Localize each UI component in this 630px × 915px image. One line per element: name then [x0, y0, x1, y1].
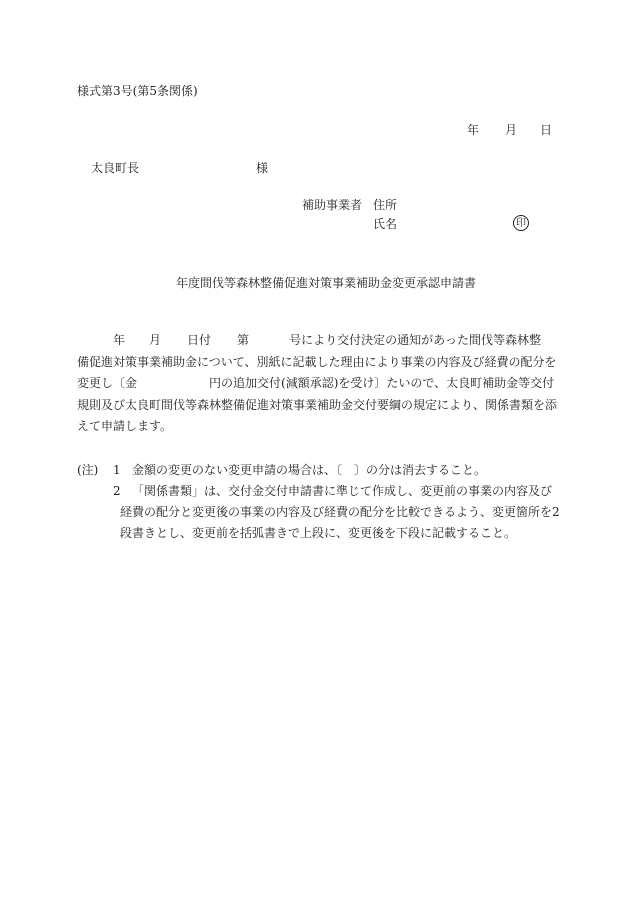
- body-line-4: 規則及び太良町間伐等森林整備促進対策事業補助金交付要綱の規定により、関係書類を添: [77, 397, 558, 412]
- note-1-number: 1: [113, 463, 121, 477]
- application-body: [77, 330, 557, 438]
- date-month-label: 月: [505, 123, 518, 137]
- body-line-1: [77, 330, 557, 352]
- body-number-prefix: 第: [237, 333, 250, 347]
- note-2-number: 2: [113, 484, 121, 498]
- addressee-name: 太良町長: [91, 161, 140, 175]
- body-line-3: [77, 373, 557, 395]
- body-line-3-before: 変更し〔金: [77, 376, 138, 391]
- applicant-label: 補助事業者: [302, 198, 363, 212]
- body-line-2: 備促進対策事業補助金について、別紙に記載した理由により事業の内容及び経費の配分を: [77, 354, 557, 369]
- body-month: 月: [149, 333, 162, 347]
- note-1-text: 金額の変更のない変更申請の場合は、〔 〕の分は消去すること。: [132, 463, 487, 477]
- note-2-text-line-1: 「関係書類」は、交付金交付申請書に準じて作成し、変更前の事業の内容及び: [132, 484, 553, 498]
- body-line-5: えて申請します。: [77, 419, 173, 434]
- body-line-1-text: 号により交付決定の通知があった間伐等森林整: [289, 333, 541, 347]
- body-day: 日付: [187, 333, 212, 347]
- note-2-text-line-2: 経費の配分と変更後の事業の内容及び経費の配分を比較できるよう、変更箇所を2: [120, 505, 560, 519]
- date-year-label: 年: [467, 123, 480, 137]
- body-line-3-after: 円の追加交付(減額承認)を受け〕たいので、太良町補助金等交付: [209, 376, 555, 391]
- addressee-honorific: 様: [256, 161, 269, 175]
- body-year: 年: [113, 333, 126, 347]
- form-number: 様式第3号(第5条関係): [77, 84, 198, 98]
- name-label: 氏名: [373, 217, 398, 231]
- document-title: 年度間伐等森林整備促進対策事業補助金変更承認申請書: [176, 276, 477, 290]
- note-2-text-line-3: 段書きとし、変更前を括弧書きで上段に、変更後を下段に記載すること。: [120, 526, 517, 540]
- address-label: 住所: [373, 198, 398, 212]
- date-day-label: 日: [540, 123, 553, 137]
- seal-mark: 印: [513, 215, 529, 231]
- notes-label: (注): [77, 463, 99, 477]
